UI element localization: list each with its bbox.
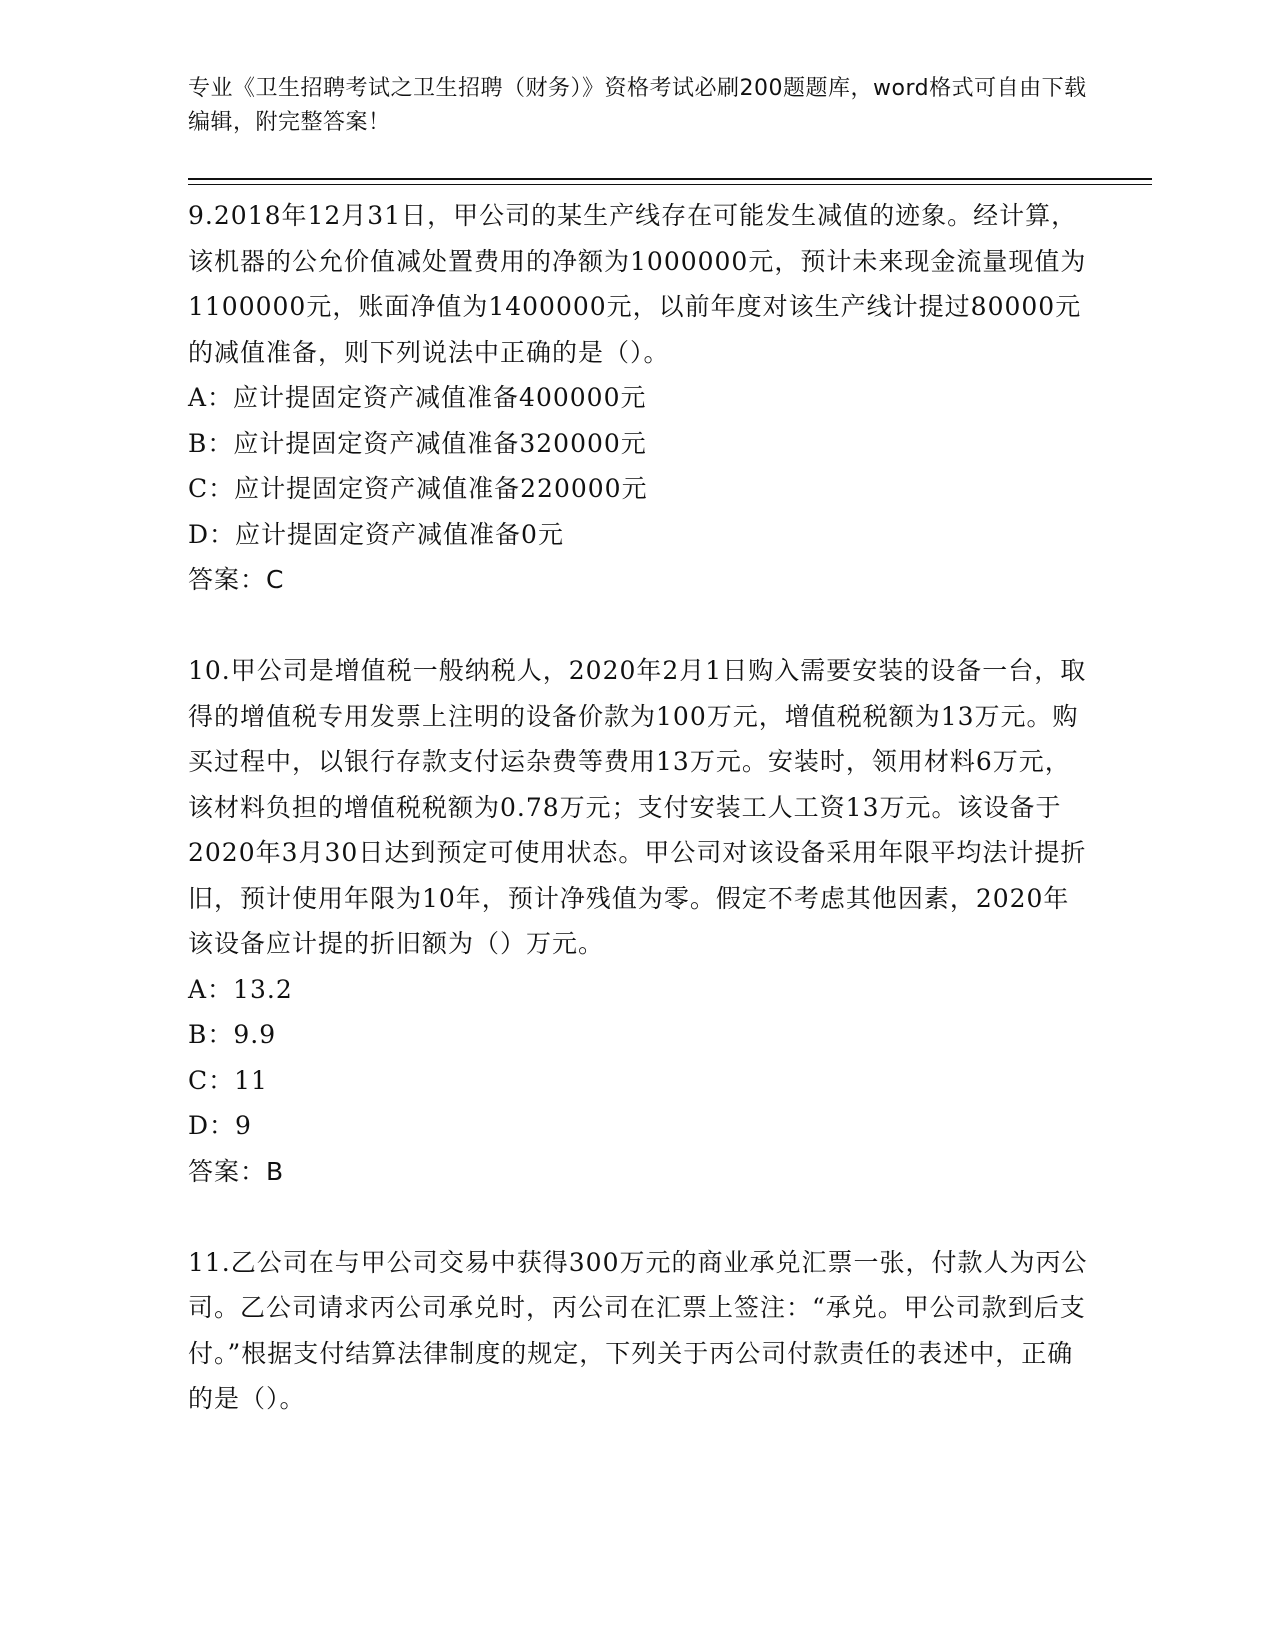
option-a: A：13.2 [188,974,293,1004]
option-d: D：9 [188,1111,252,1140]
option-c: C：11 [188,1065,268,1095]
question-spacer [188,603,1088,649]
question-9 [188,193,1088,603]
question-text: 10.甲公司是增值税一般纳税人，2020年2月1日购入需要安装的设备一台，取得的增值税专用发票上注明的设备价款为100万元，增值税税额为13万元。购买过程中，以银行存款支付运杂费等费用13万元。安装时，领用材料6万元，该材料负担的增值税税额为0.78万元；支付安装工人工资13万元。该设备于2020年3月30日达到预定可使用状态。甲公司对该设备采用年限平均法计提折旧，预计使用年限为10年，预计净残值为零。假定不考虑其他因素，2020年该设备应计提的折旧额为（）万元。 [188,656,1087,958]
question-list [188,193,1088,1422]
question-text: 11.乙公司在与甲公司交易中获得300万元的商业承兑汇票一张，付款人为丙公司。乙公司请求丙公司承兑时，丙公司在汇票上签注：“承兑。甲公司款到后支付。”根据支付结算法律制度的规定，下列关于丙公司付款责任的表述中，正确的是（）。 [188,1247,1088,1413]
option-d: D：应计提固定资产减值准备0元 [188,519,564,549]
option-b: B：9.9 [188,1020,277,1049]
question-spacer [188,1194,1088,1240]
option-b: B：应计提固定资产减值准备320000元 [188,428,647,458]
page-header: 专业《卫生招聘考试之卫生招聘（财务）》资格考试必刷200题题库，word格式可自由下载编辑，附完整答案！ [188,76,1087,135]
answer-text: 答案：C [188,565,285,594]
option-c: C：应计提固定资产减值准备220000元 [188,474,648,503]
question-10 [188,648,1088,1194]
header-rule-thick [188,178,1152,180]
header-rule-thin [188,184,1152,185]
question-11 [188,1240,1088,1422]
question-text: 9.2018年12月31日，甲公司的某生产线存在可能发生减值的迹象。经计算，该机器的公允价值减处置费用的净额为1000000元，预计未来现金流量现值为1100000元，账面净值为1400000元，以前年度对该生产线计提过80000元的减值准备，则下列说法中正确的是（）。 [188,201,1087,367]
answer-text: 答案：B [188,1156,285,1186]
option-a: A：应计提固定资产减值准备400000元 [188,383,647,412]
